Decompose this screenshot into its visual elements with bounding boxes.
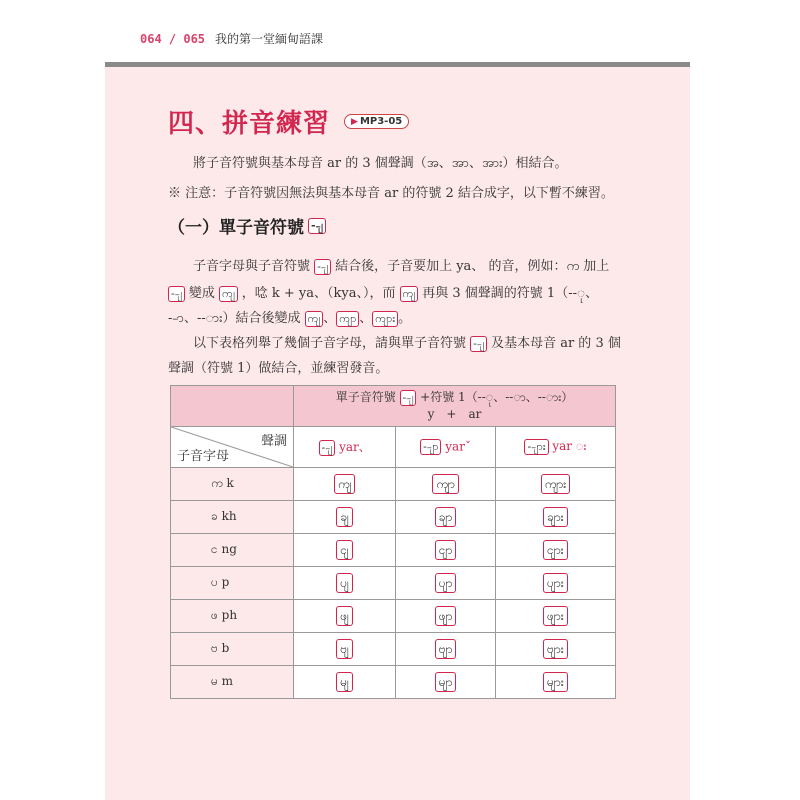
syllable: ပျား — [543, 573, 568, 593]
page-numbers: 064 / 065 — [140, 31, 206, 46]
table-row — [171, 600, 616, 633]
tone-header-2 — [396, 427, 496, 468]
consonant-cell: ဖ ph — [171, 600, 294, 633]
tone-glyph: --ျား — [524, 439, 548, 455]
syllable-cell — [396, 534, 496, 567]
text: 再與 3 個聲調的符號 1（--ု、 — [422, 286, 599, 301]
table-row — [171, 567, 616, 600]
body-line-1 — [193, 253, 609, 280]
consonant-cell: ခ kh — [171, 501, 294, 534]
consonant-cell: ပ p — [171, 567, 294, 600]
syllable: ချာ — [435, 507, 457, 527]
table-row — [171, 534, 616, 567]
medial-ya-symbol: --ျ — [400, 390, 417, 406]
book-title: 我的第一堂緬甸語課 — [215, 32, 324, 46]
syllable: ချ — [336, 507, 353, 527]
syllable: ငျ — [336, 540, 353, 560]
syllable-cell — [294, 468, 396, 501]
syllable: ပျ — [336, 573, 353, 593]
top-bar — [0, 0, 800, 62]
text: +符號 1（--ု、--ာ、--ား） — [420, 390, 574, 404]
syllable-cell — [495, 468, 615, 501]
text: --ာ、--ား）結合後變成 — [168, 311, 301, 326]
diagonal-header — [171, 427, 294, 468]
subsection-heading — [168, 213, 326, 238]
syllable: ကျ — [334, 474, 356, 494]
syllable: မျာ — [435, 672, 457, 692]
text: 子音字母與子音符號 — [193, 259, 311, 274]
text: 。 — [398, 311, 412, 326]
text: 以下表格列舉了幾個子音字母，請與單子音符號 — [193, 336, 467, 351]
syllable-cell — [495, 534, 615, 567]
page-header — [140, 30, 323, 47]
tone-label: 聲調 — [260, 434, 287, 449]
body-line-4 — [193, 330, 621, 357]
consonant-cell: မ m — [171, 666, 294, 699]
syllable: ချား — [543, 507, 568, 527]
syllable-cell — [495, 501, 615, 534]
syllable-cell — [294, 600, 396, 633]
table-top-header-line2: y + ar — [427, 407, 482, 421]
syllable: များ — [543, 672, 568, 692]
syllable-cell — [396, 600, 496, 633]
syllable: ငျာ — [435, 540, 457, 560]
syllable-cell — [396, 666, 496, 699]
text: 及基本母音 ar 的 3 個 — [491, 336, 621, 351]
kya-glyph: ကျ — [305, 311, 324, 327]
text: 單子音符號 — [335, 390, 396, 404]
tone-roman: yar း — [552, 439, 587, 453]
body-line-2 — [168, 280, 598, 307]
body-line-3 — [168, 305, 411, 332]
tone-glyph: --ျာ — [420, 439, 441, 455]
syllable: ငျား — [543, 540, 568, 560]
section-title: 四、拼音練習 — [168, 109, 331, 139]
kya-glyph: ကျ — [219, 286, 238, 302]
section-heading — [168, 103, 409, 140]
text: 變成 — [188, 286, 215, 301]
syllable-cell — [396, 468, 496, 501]
text: 、 — [323, 311, 337, 326]
tone-header-3 — [495, 427, 615, 468]
syllable: ဗျာ — [435, 639, 457, 659]
syllable: ဗျား — [543, 639, 568, 659]
audio-badge[interactable] — [344, 114, 409, 129]
table-top-header — [294, 386, 616, 427]
syllable: ပျာ — [435, 573, 457, 593]
syllable-cell — [396, 633, 496, 666]
tone-roman: yar、 — [339, 440, 371, 455]
text: 、 — [359, 311, 373, 326]
syllable-cell — [495, 567, 615, 600]
syllable: မျ — [336, 672, 353, 692]
syllable: ကျာ — [432, 474, 459, 494]
syllable: ကျား — [541, 474, 571, 494]
kyar-glyph: ကျာ — [336, 311, 359, 327]
practice-table — [170, 385, 616, 699]
syllable-cell — [294, 567, 396, 600]
syllable-cell — [495, 666, 615, 699]
intro-line-2: ※ 注意：子音符號因無法與基本母音 ar 的符號 2 結合成字，以下暫不練習。 — [168, 186, 614, 201]
table-row — [171, 501, 616, 534]
syllable-cell — [495, 600, 615, 633]
syllable-cell — [495, 633, 615, 666]
tone-glyph: --ျ — [319, 440, 336, 456]
medial-ya-symbol: --ျ — [314, 259, 331, 275]
consonant-cell: က k — [171, 468, 294, 501]
consonant-cell: ဗ b — [171, 633, 294, 666]
syllable: ဖျား — [543, 606, 568, 626]
medial-ya-symbol: --ျ — [308, 218, 326, 234]
tone-roman: yarˇ — [445, 439, 471, 454]
kyar-heavy-glyph: ကျား — [372, 311, 398, 327]
text: ，唸 k + ya、（kya、），而 — [241, 286, 396, 301]
table-row — [171, 666, 616, 699]
play-icon: ▶ — [351, 116, 358, 127]
syllable: ဗျ — [336, 639, 353, 659]
intro-line-1: 將子音符號與基本母音 ar 的 3 個聲調（အ、အာ、အား）相結合。 — [193, 156, 568, 171]
syllable: ဖျာ — [435, 606, 457, 626]
body-line-5: 聲調（符號 1）做結合，並練習發音。 — [168, 361, 389, 376]
tone-header-1 — [294, 427, 396, 468]
table-row — [171, 468, 616, 501]
kya-glyph: ကျ — [400, 286, 419, 302]
subsection-title: （一）單子音符號 — [168, 218, 304, 238]
syllable-cell — [294, 666, 396, 699]
syllable: ဖျ — [336, 606, 353, 626]
table-corner — [171, 386, 294, 427]
medial-ya-symbol: --ျ — [168, 286, 185, 302]
syllable-cell — [396, 567, 496, 600]
table-top-header-line1 — [294, 389, 615, 406]
syllable-cell — [294, 534, 396, 567]
syllable-cell — [396, 501, 496, 534]
consonant-label: 子音字母 — [177, 449, 230, 464]
medial-ya-symbol: --ျ — [470, 336, 487, 352]
syllable-cell — [294, 501, 396, 534]
syllable-cell — [294, 633, 396, 666]
audio-label: MP3-05 — [359, 116, 403, 127]
table-row — [171, 633, 616, 666]
text: 結合後，子音要加上 ya、 的音，例如：က 加上 — [335, 259, 610, 274]
consonant-cell: င ng — [171, 534, 294, 567]
